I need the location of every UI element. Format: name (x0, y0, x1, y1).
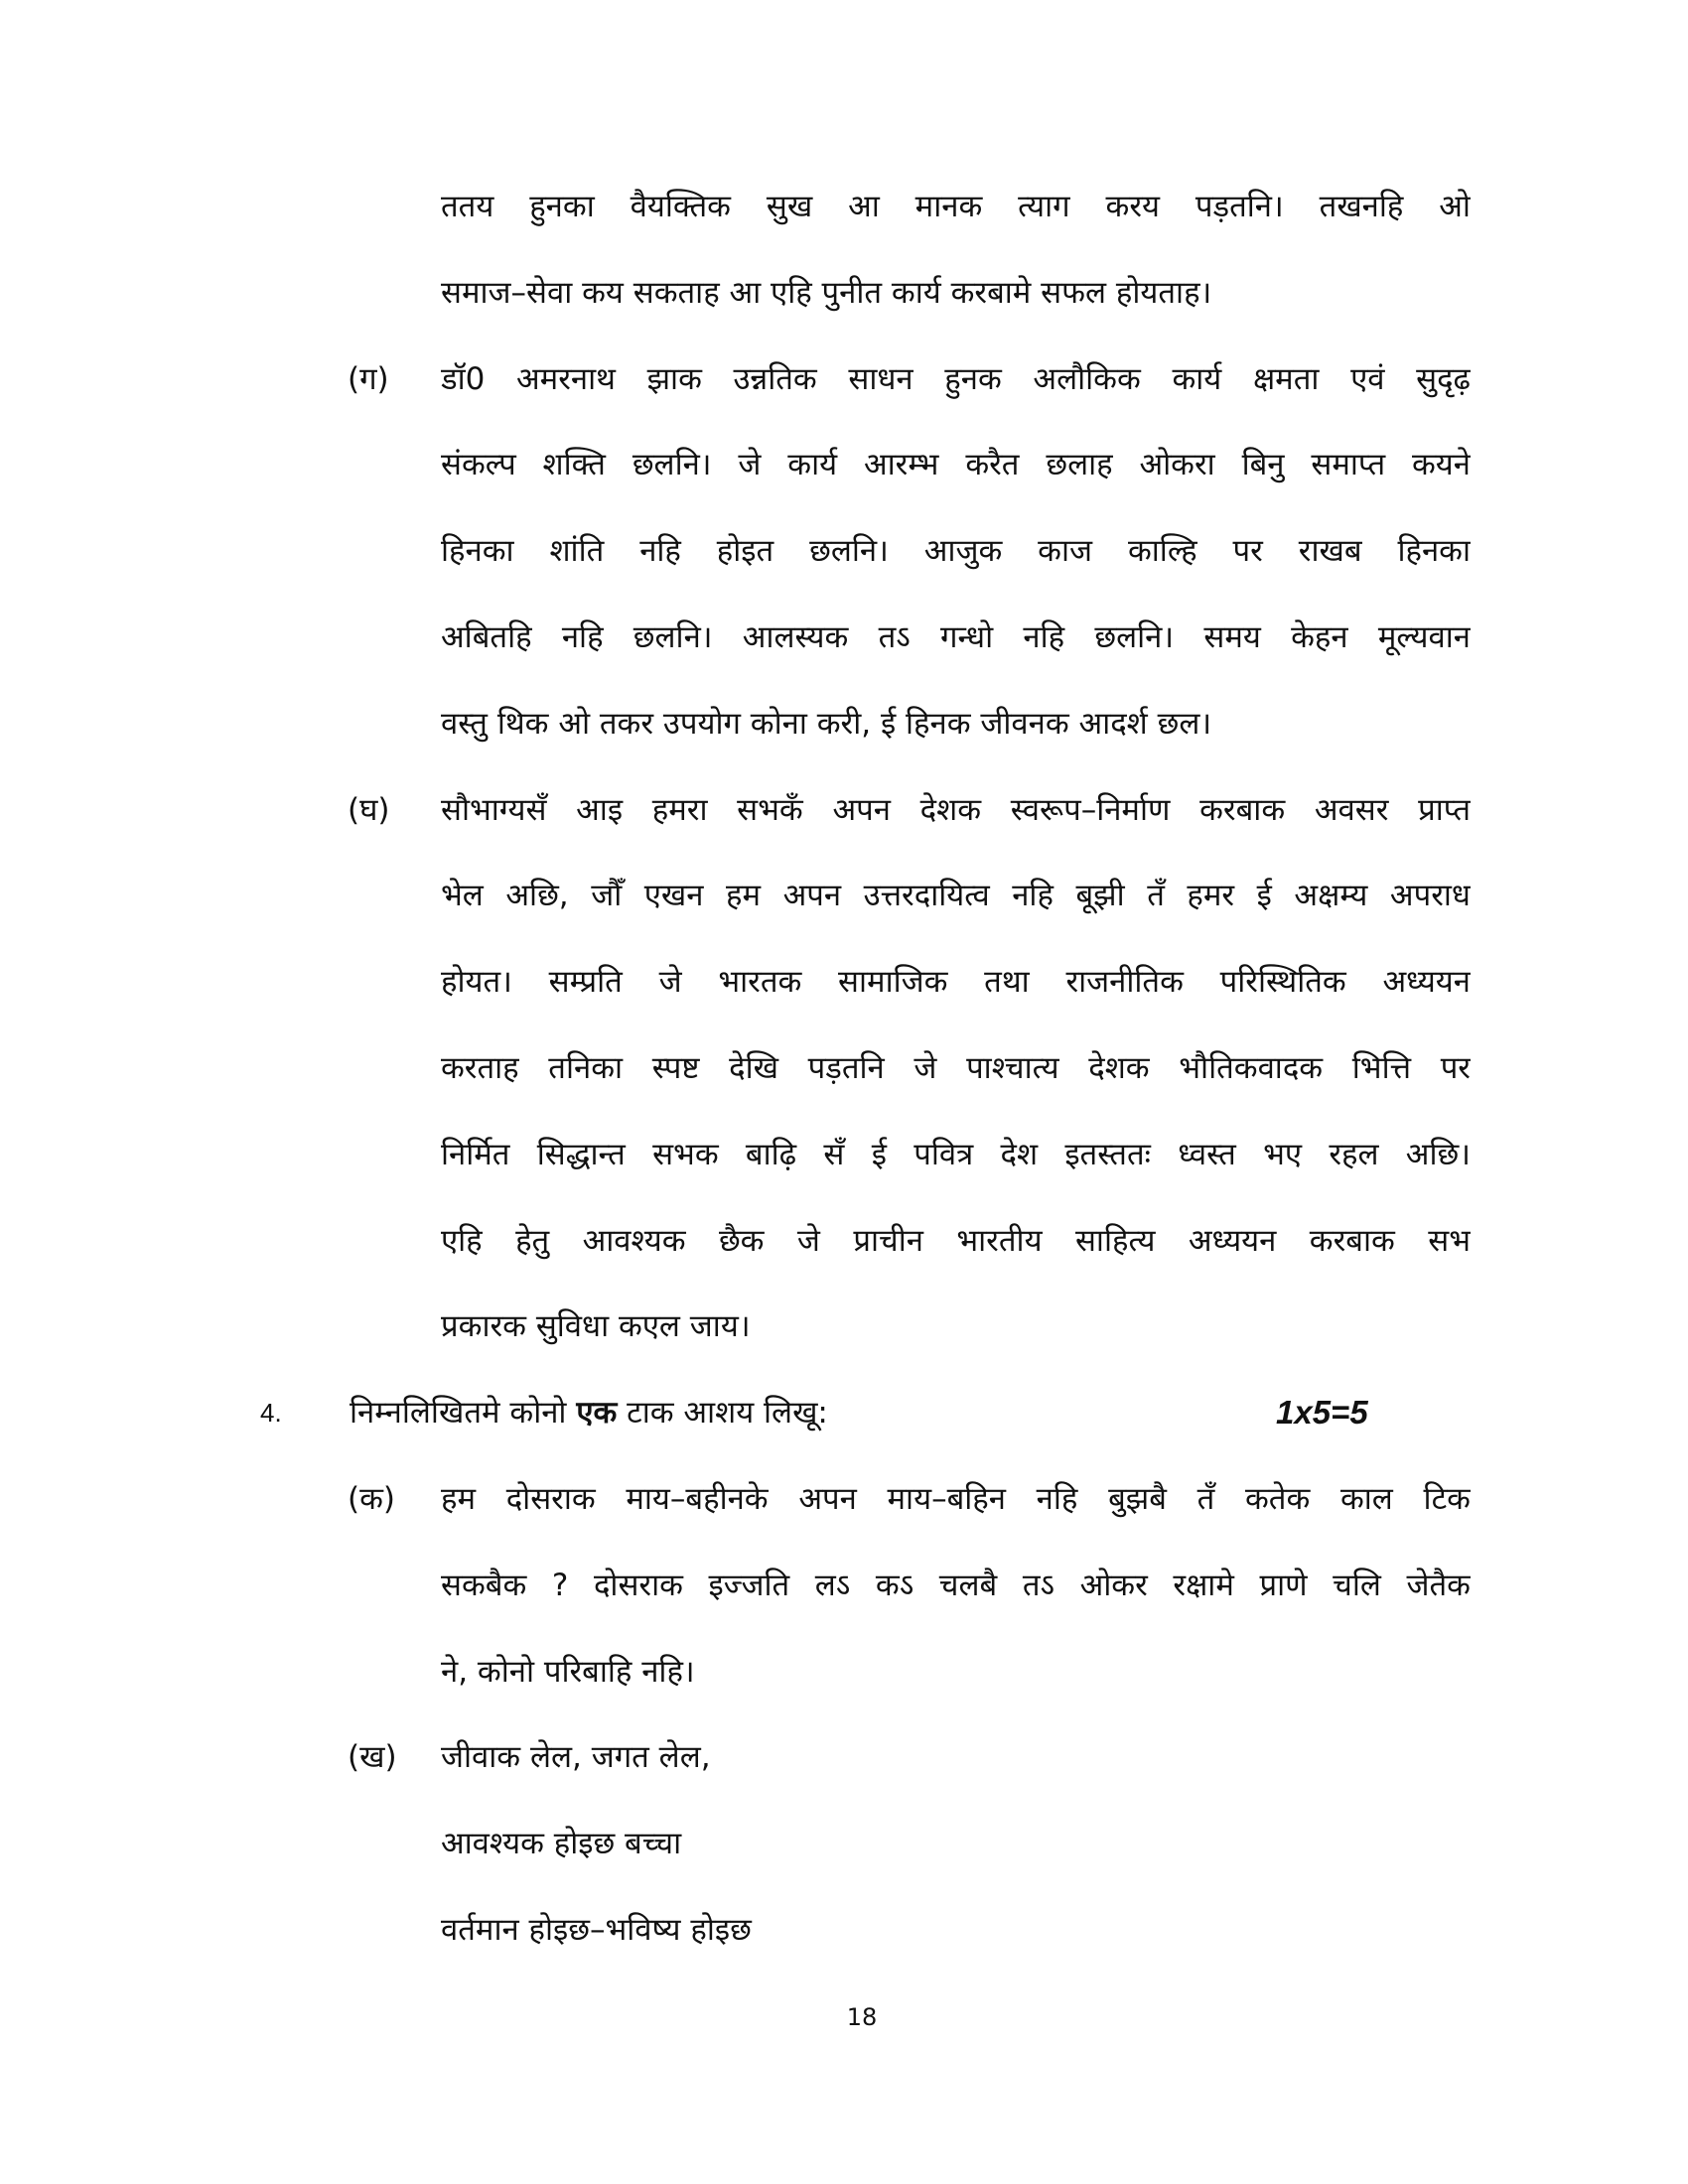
question-text (350, 1370, 828, 1456)
document-page (0, 164, 1688, 1974)
question-marks: 1x5=5 (1276, 1394, 1368, 1432)
text-line: होयत। सम्प्रति जे भारतक सामाजिक तथा राजनीतिक परिस्थितिक अध्ययन (441, 964, 1471, 1001)
text-line: हिनका शांति नहि होइत छलनि। आजुक काज काल्हि पर राखब हिनका (441, 533, 1471, 570)
poem-line: जीवाक लेल, जगत लेल, (441, 1739, 711, 1776)
text-line: सौभाग्यसँ आइ हमरा सभकँ अपन देशक स्वरूप–निर्माण करबाक अवसर प्राप्त (441, 791, 1471, 828)
text-line: करताह तनिका स्पष्ट देखि पड़तनि जे पाश्चात्य देशक भौतिकवादक भित्ति पर (441, 1049, 1471, 1086)
text-line: ततय हुनका वैयक्तिक सुख आ मानक त्याग करय पड़तनि। तखनहि ओ (441, 189, 1471, 224)
text-line: सकबैक ? दोसराक इज्जति लऽ कऽ चलबै तऽ ओकर रक्षामे प्राणे चलि जेतैक (441, 1567, 1471, 1603)
text-line: वस्तु थिक ओ तकर उपयोग कोना करी, ई हिनक जीवनक आदर्श छल। (441, 705, 1212, 742)
text-line: एहि हेतु आवश्यक छैक जे प्राचीन भारतीय साहित्य अध्ययन करबाक सभ (441, 1222, 1471, 1259)
item-label: (ग) (348, 360, 389, 397)
text-line: भेल अछि, जौँ एखन हम अपन उत्तरदायित्व नहि बूझी तँ हमर ई अक्षम्य अपराध (441, 878, 1471, 914)
question-4-heading (0, 1370, 1688, 1456)
text-line: संकल्प शक्ति छलनि। जे कार्य आरम्भ करैत छलाह ओकरा बिनु समाप्त कयने (441, 447, 1471, 483)
text-line: समाज–सेवा कय सकताह आ एहि पुनीत कार्य करबामे सफल होयताह। (441, 274, 1212, 311)
text-line: ने, कोनो परिबाहि नहि। (441, 1653, 695, 1690)
item-label: (घ) (348, 791, 390, 828)
poem-line: आवश्यक होइछ बच्चा (441, 1826, 682, 1862)
question-text-bold: एक (576, 1395, 618, 1432)
text-line: निर्मित सिद्धान्त सभक बाढ़ि सँ ई पवित्र देश इतस्ततः ध्वस्त भए रहल अछि। (441, 1136, 1471, 1172)
poem-line: वर्तमान होइछ–भविष्य होइछ (441, 1911, 752, 1948)
question-text-before: निम्नलिखितमे कोनो (350, 1395, 577, 1432)
question-text-after: टाक आशय लिखू: (617, 1395, 828, 1432)
item-label: (ख) (348, 1739, 397, 1776)
item-label: (क) (348, 1480, 395, 1517)
question-number: 4. (260, 1398, 282, 1429)
page-number: 18 (846, 2003, 878, 2031)
text-line: प्रकारक सुविधा कएल जाय। (441, 1308, 751, 1345)
text-line: डॉ0 अमरनाथ झाक उन्नतिक साधन हुनक अलौकिक कार्य क्षमता एवं सुदृढ़ (441, 360, 1471, 397)
text-line: अबितहि नहि छलनि। आलस्यक तऽ गन्धो नहि छलनि। समय केहन मूल्यवान (441, 618, 1471, 655)
text-line: हम दोसराक माय–बहीनके अपन माय–बहिन नहि बुझबै तँ कतेक काल टिक (441, 1480, 1471, 1517)
